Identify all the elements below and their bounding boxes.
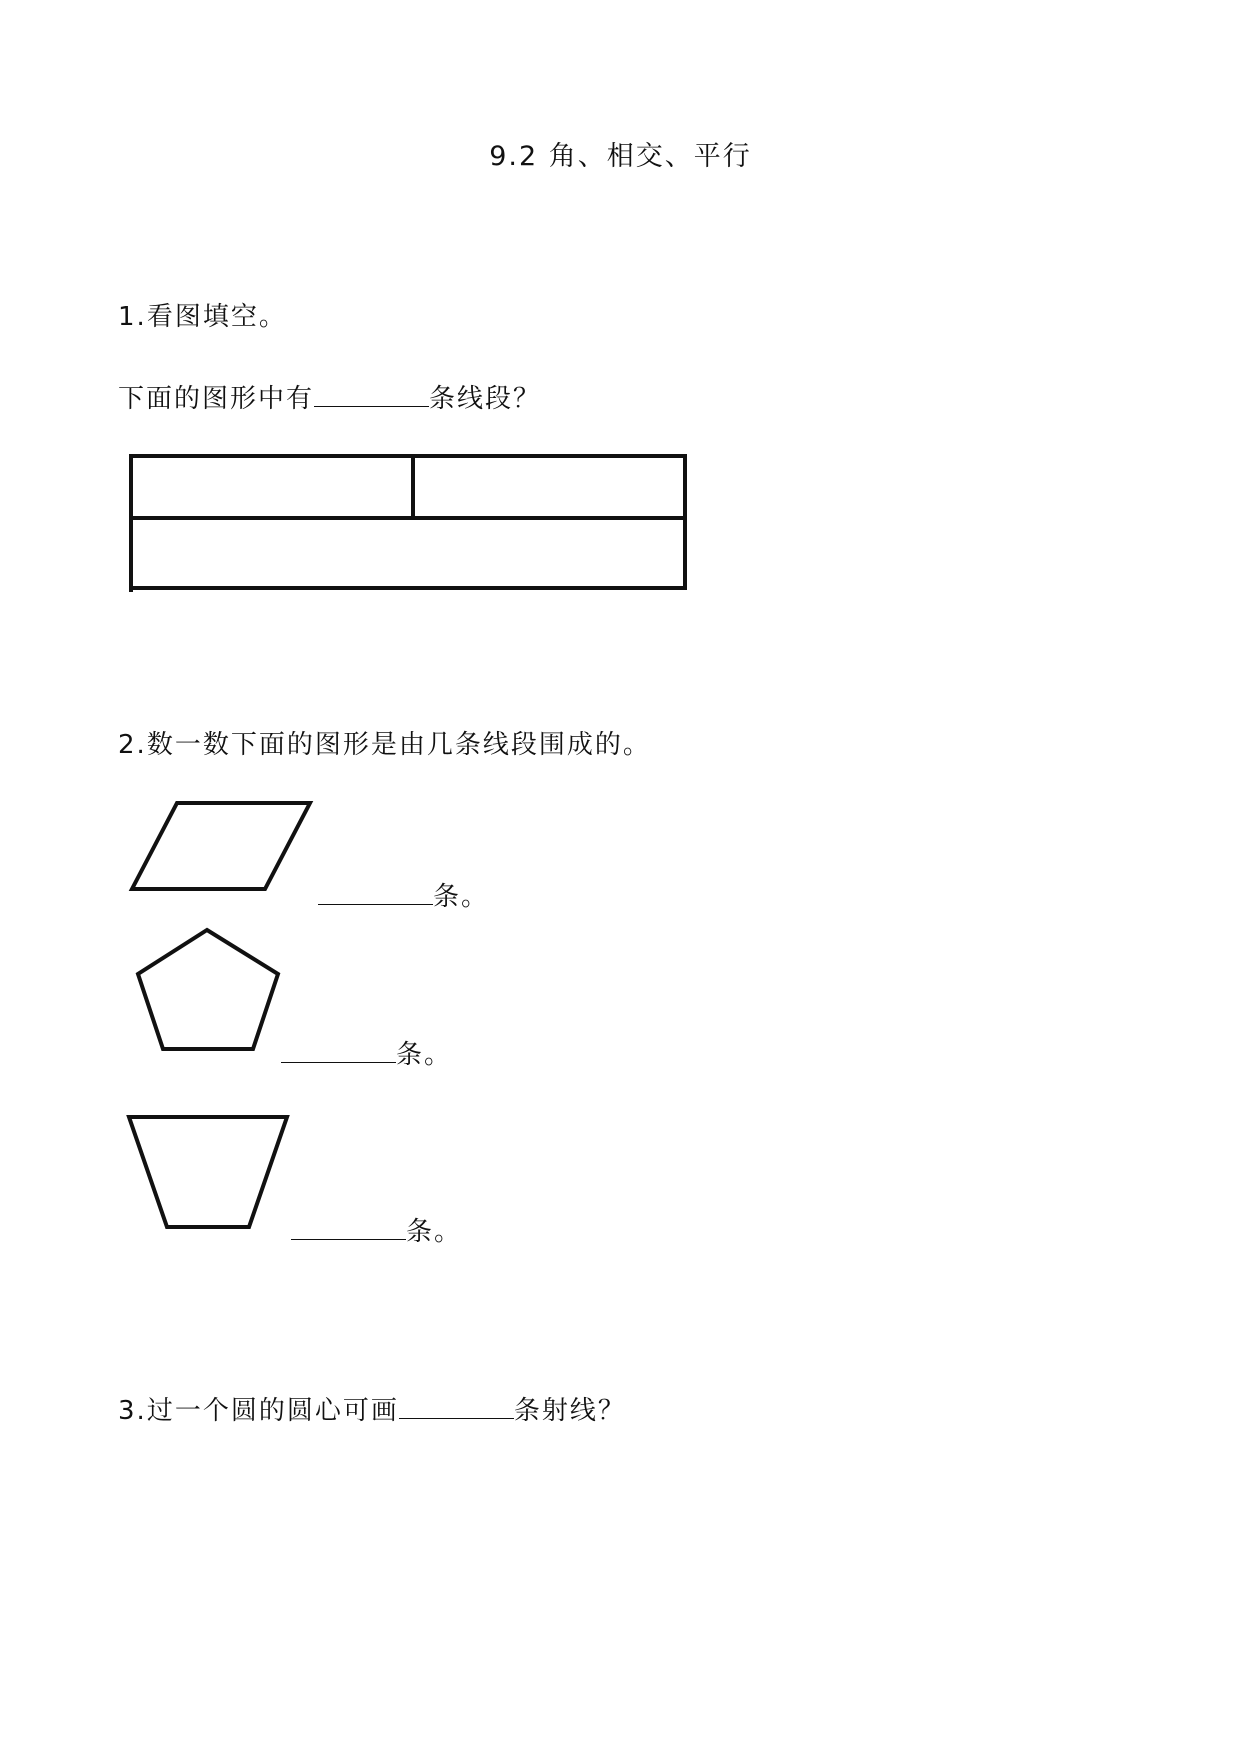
answer-blank-5[interactable] [399,1396,514,1419]
suffix: 条。 [406,1217,463,1247]
answer-blank-4[interactable] [291,1217,406,1240]
prompt-before: 下面的图形中有 [118,384,315,414]
question-number: 3. [118,1396,147,1426]
shape-3-answer [291,1211,462,1248]
page-title: 9.2 角、相交、平行 [489,141,752,172]
prompt-before: 过一个圆的圆心可画 [146,1396,399,1426]
suffix: 条。 [396,1040,453,1070]
question-text: 看图填空。 [146,302,287,332]
question-number: 1. [118,302,147,332]
suffix: 条。 [433,882,490,912]
prompt-after: 条射线？ [513,1396,626,1426]
question-3-prompt [118,1390,626,1427]
prompt-after: 条线段？ [429,384,542,414]
question-number: 2. [118,730,147,760]
question-text: 数一数下面的图形是由几条线段围成的。 [146,730,651,760]
